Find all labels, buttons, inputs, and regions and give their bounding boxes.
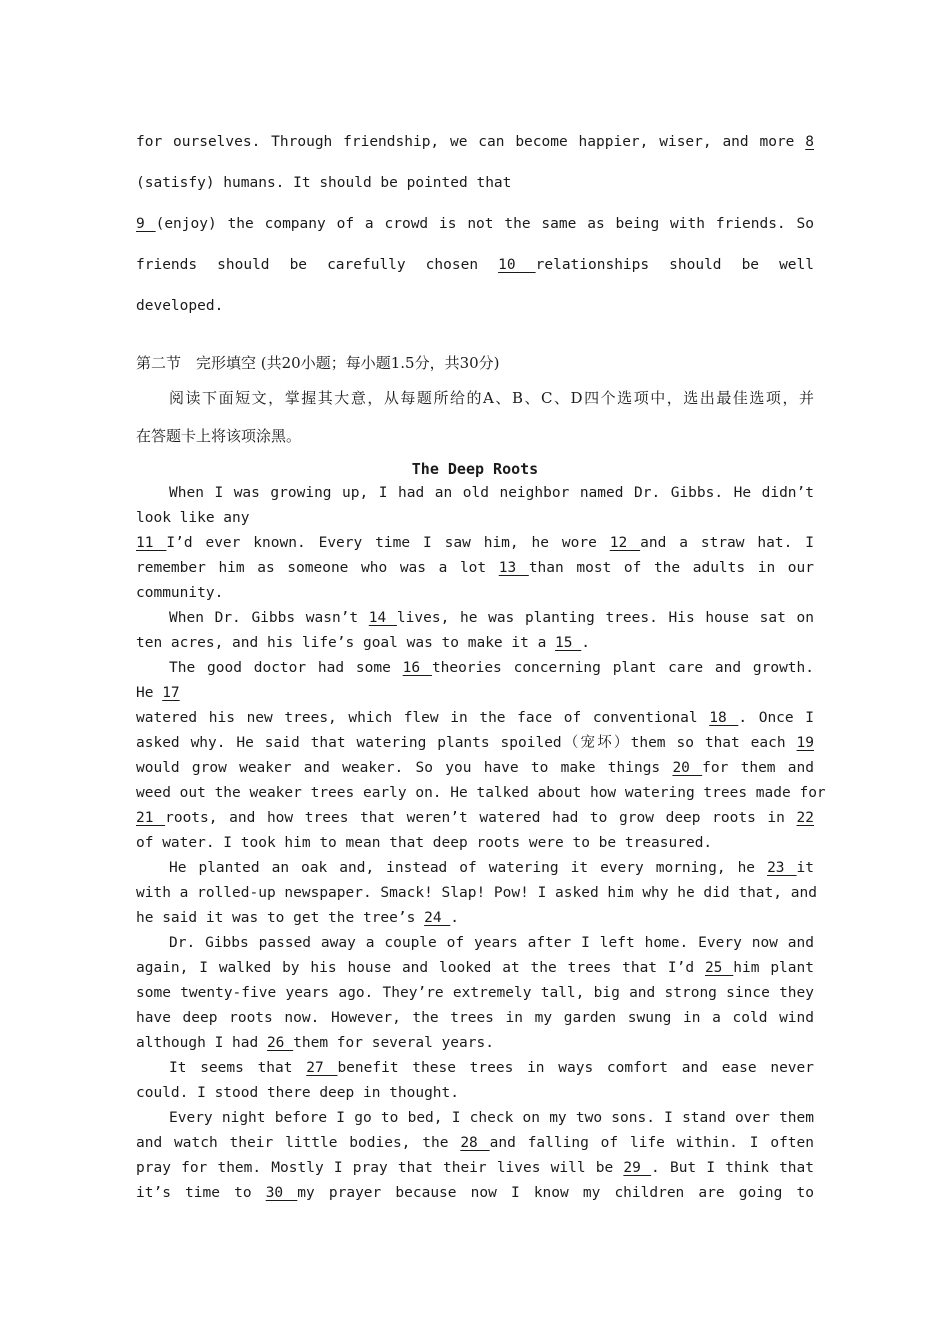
passage-line xyxy=(136,286,814,327)
story-line xyxy=(136,1006,814,1031)
text-run: . Once I xyxy=(738,710,814,726)
story-line xyxy=(136,531,814,556)
text-run: Every night before I go to bed, I check on my two sons. I stand over them xyxy=(169,1110,814,1126)
story-line xyxy=(136,581,814,606)
text-run: although I had xyxy=(136,1035,267,1051)
text-run: would grow weaker and weaker. So you have to make things xyxy=(136,760,673,776)
text-run: could. I stood there deep in thought. xyxy=(136,1085,460,1101)
text-run: again, I walked by his house and looked at the trees that I’d xyxy=(136,960,705,976)
text-run: look like any xyxy=(136,510,250,526)
answer-blank: 12 xyxy=(609,535,641,551)
passage-line xyxy=(136,163,814,204)
story-line xyxy=(136,1056,814,1081)
story-line xyxy=(136,931,814,956)
answer-blank: 11 xyxy=(136,535,167,551)
story-line xyxy=(136,831,814,856)
text-run: with a rolled-up newspaper. Smack! Slap! Pow! I asked him why he did that, and xyxy=(136,885,817,901)
text-run: and watch their little bodies, the xyxy=(136,1135,461,1151)
text-run: he said it was to get the tree’s xyxy=(136,910,425,926)
instruction-line: 阅读下面短文，掌握其大意，从每题所给的A、B、C、D四个选项中，选出最佳选项，并 xyxy=(169,389,814,407)
text-run: some twenty-five years ago. They’re extremely tall, big and strong since they xyxy=(136,985,814,1001)
text-run: . xyxy=(581,635,590,651)
text-run: weed out the weaker trees early on. He talked about how watering trees made for xyxy=(136,785,826,801)
text-run: for them and xyxy=(702,760,814,776)
passage-line xyxy=(136,245,814,286)
text-run: watered his new trees, which flew in the face of conventional xyxy=(136,710,710,726)
answer-blank: 29 xyxy=(623,1160,652,1176)
story-line xyxy=(136,1031,814,1056)
story-line xyxy=(136,1081,814,1106)
answer-blank: 23 xyxy=(767,860,797,876)
story-line xyxy=(136,1131,814,1156)
story-line xyxy=(136,706,814,731)
story-line xyxy=(136,1106,814,1131)
story-line xyxy=(136,606,814,631)
story-line xyxy=(136,556,814,581)
story-line xyxy=(136,906,814,931)
text-run: (satisfy) humans. It should be pointed that xyxy=(136,175,512,191)
passage-grammar-fill xyxy=(136,122,814,327)
text-run: . xyxy=(450,910,460,926)
story-line xyxy=(136,681,814,706)
story-body xyxy=(136,481,826,1206)
text-run: them for several years. xyxy=(293,1035,494,1051)
text-run: community. xyxy=(136,585,224,601)
answer-blank: 17 xyxy=(162,685,180,701)
text-run: Dr. Gibbs passed away a couple of years after I left home. Every now and xyxy=(169,935,814,951)
story-line xyxy=(136,631,814,656)
story-line xyxy=(136,956,814,981)
answer-blank: 19 xyxy=(796,735,814,751)
story-line xyxy=(136,506,814,531)
text-run: He xyxy=(136,685,163,701)
text-run: He planted an oak and, instead of watering it every morning, he xyxy=(169,860,768,876)
text-run: and a straw hat. I xyxy=(640,535,814,551)
text-run: have deep roots now. However, the trees in my garden swung in a cold wind xyxy=(136,1010,814,1026)
text-run: It seems that xyxy=(169,1060,307,1076)
text-run: for ourselves. Through friendship, we can become happier, wiser, and more xyxy=(136,134,806,150)
answer-blank: 15 xyxy=(555,635,582,651)
text-run: remember him as someone who was a lot xyxy=(136,560,499,576)
answer-blank: 30 xyxy=(265,1185,298,1201)
text-run: benefit these trees in ways comfort and ease never xyxy=(337,1060,814,1076)
story-line xyxy=(136,1181,814,1206)
answer-blank: 20 xyxy=(672,760,703,776)
answer-blank: 18 xyxy=(709,710,739,726)
answer-blank: 9 xyxy=(136,216,156,232)
text-run: it’s time to xyxy=(136,1185,266,1201)
answer-blank: 25 xyxy=(704,960,734,976)
story-line xyxy=(136,481,814,506)
text-run: theories concerning plant care and growth. xyxy=(431,660,814,676)
text-run: than most of the adults in our xyxy=(528,560,814,576)
text-run: of water. I took him to mean that deep roots were to be treasured. xyxy=(136,835,713,851)
text-run: (enjoy) the company of a crowd is not the same as being with friends. So xyxy=(155,216,814,232)
text-run: When Dr. Gibbs wasn’t xyxy=(169,610,369,626)
story-line xyxy=(136,731,814,756)
text-run: The good doctor had some xyxy=(169,660,403,676)
answer-blank: 26 xyxy=(266,1035,294,1051)
text-run: pray for them. Mostly I pray that their lives will be xyxy=(136,1160,624,1176)
text-run: my prayer because now I know my children are going to xyxy=(297,1185,814,1201)
answer-blank: 24 xyxy=(424,910,451,926)
answer-blank: 21 xyxy=(136,810,166,826)
text-run: lives, he was planting trees. His house sat on xyxy=(396,610,814,626)
text-run: friends should be carefully chosen xyxy=(136,257,499,273)
passage-line xyxy=(136,204,814,245)
story-line xyxy=(136,881,817,906)
text-run: asked why. He said that watering plants spoiled（宠坏）them so that each xyxy=(136,735,797,751)
text-run: roots, and how trees that weren’t watered had to grow deep roots in xyxy=(165,810,797,826)
answer-blank: 13 xyxy=(498,560,529,576)
answer-blank: 16 xyxy=(402,660,432,676)
text-run: ten acres, and his life’s goal was to make it a xyxy=(136,635,556,651)
story-line xyxy=(136,1156,814,1181)
section-heading: 第二节 完形填空 (共20小题；每小题1.5分，共30分) xyxy=(136,354,500,372)
text-run: I’d ever known. Every time I saw him, he wore xyxy=(166,535,610,551)
instruction-line: 在答题卡上将该项涂黑。 xyxy=(136,427,302,445)
answer-blank: 14 xyxy=(368,610,397,626)
document-page xyxy=(136,122,826,1206)
story-line xyxy=(136,856,814,881)
text-run: . But I think that xyxy=(651,1160,814,1176)
answer-blank: 10 xyxy=(498,257,536,273)
story-line xyxy=(136,656,814,681)
text-run: it xyxy=(796,860,814,876)
text-run: developed. xyxy=(136,298,224,314)
story-line xyxy=(136,806,814,831)
passage-line xyxy=(136,122,814,163)
story-title: The Deep Roots xyxy=(411,460,539,478)
answer-blank: 22 xyxy=(796,810,814,826)
story-line xyxy=(136,756,814,781)
text-run: him plant xyxy=(733,960,814,976)
answer-blank: 28 xyxy=(460,1135,490,1151)
text-run: relationships should be well xyxy=(535,257,814,273)
text-run: and falling of life within. I often xyxy=(489,1135,814,1151)
story-line xyxy=(136,781,826,806)
answer-blank: 27 xyxy=(306,1060,338,1076)
answer-blank: 8 xyxy=(805,134,814,150)
text-run: When I was growing up, I had an old neighbor named Dr. Gibbs. He didn’t xyxy=(169,485,814,501)
story-line xyxy=(136,981,814,1006)
